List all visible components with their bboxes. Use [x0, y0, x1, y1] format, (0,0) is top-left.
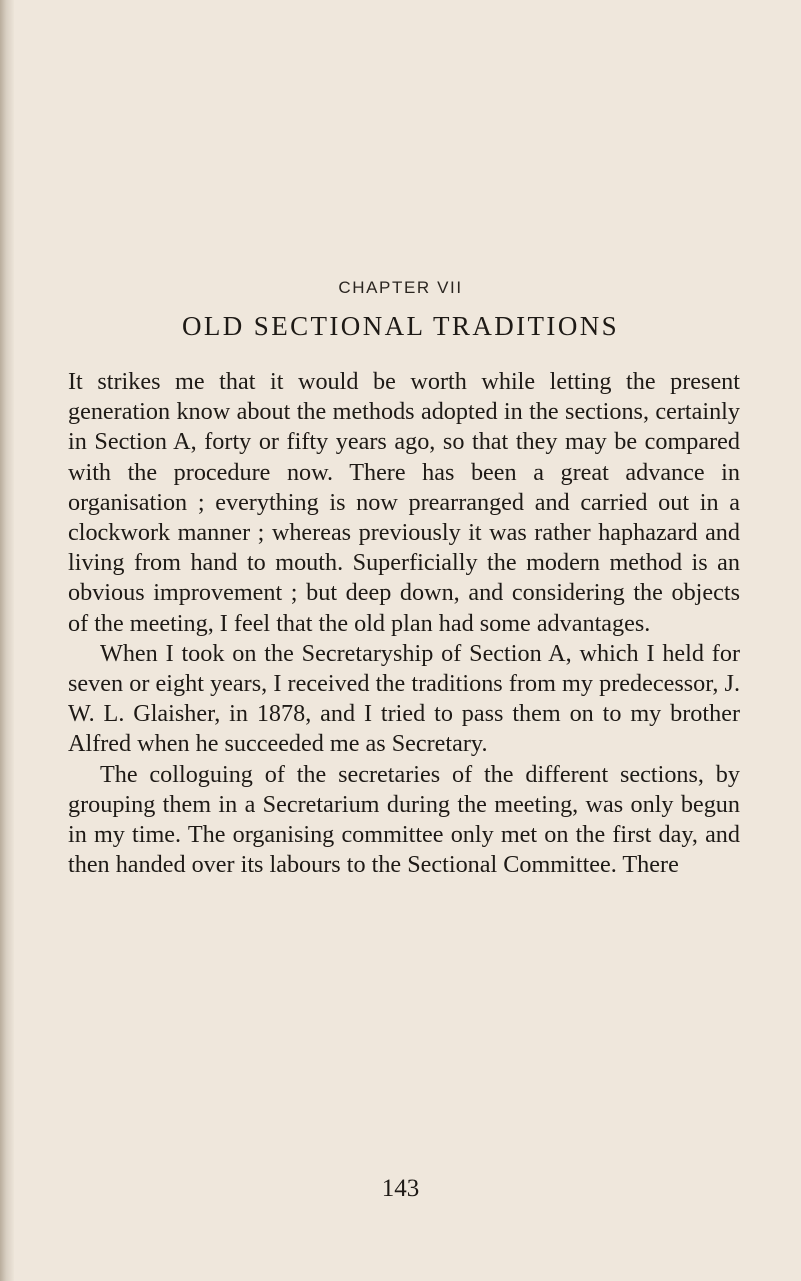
paragraph-2: When I took on the Secretaryship of Section A, which I held for seven or eight years, I received the traditions from my predecessor, J. W. L. Glaisher, in 1878, and I tried to pass them on to my brother Alfred when he succeeded me as Secretary. — [68, 639, 740, 758]
page-number: 143 — [381, 1175, 420, 1202]
paragraph-1: It strikes me that it would be worth while letting the present generation know about the methods adopted in the sections, certainly in Section A, forty or fifty years ago, so that they may be compared with the procedure now. There has been a great advance in organisation ; everything is now prearranged and carried out in a clockwork manner ; whereas previously it was rather haphazard and living from hand to mouth. Superficially the modern method is an obvious improvement ; but deep down, and considering the objects of the meeting, I feel that the old plan had some advantages. — [68, 368, 740, 637]
chapter-title: OLD SECTIONAL TRADITIONS — [181, 311, 620, 341]
paragraph-3: The colloguing of the secretaries of the different sections, by grouping them in a Secretarium during the meeting, was only begun in my time. The organising committee only met on the first day, and then handed over its labours to the Sectional Committee. There — [68, 760, 740, 879]
body-text — [68, 367, 740, 880]
chapter-label: CHAPTER VII — [338, 278, 463, 297]
